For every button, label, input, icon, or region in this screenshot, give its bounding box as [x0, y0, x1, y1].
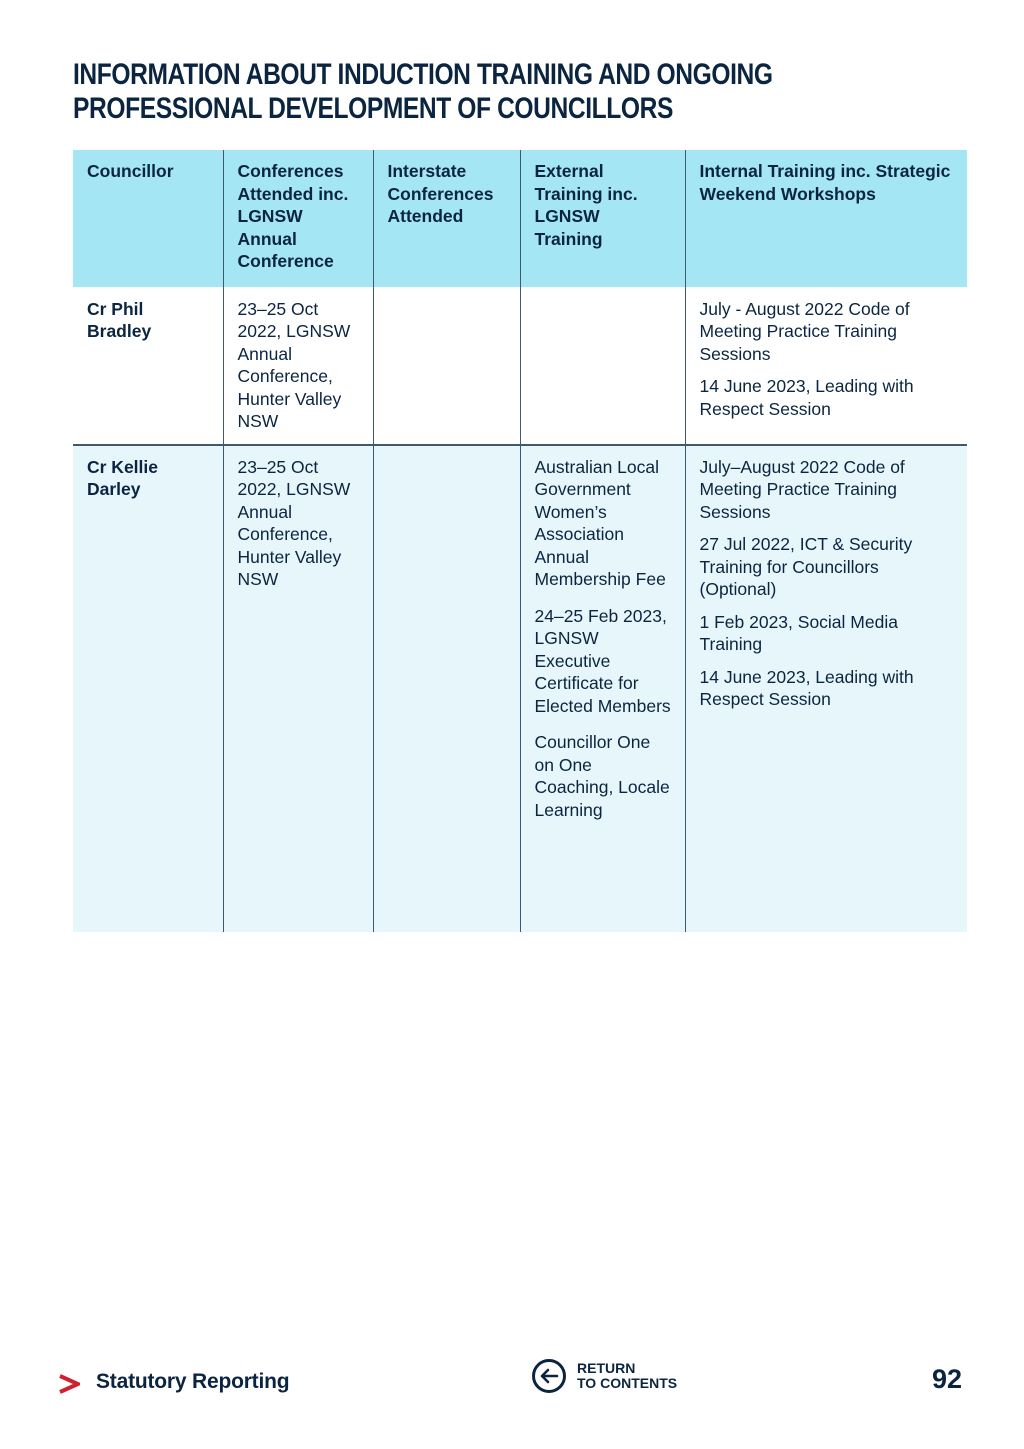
internal-cell: [685, 445, 967, 932]
page-number: 92: [932, 1364, 963, 1394]
external-cell: [520, 287, 685, 445]
table-row: [73, 287, 967, 445]
internal-entry: 14 June 2023, Leading with Respect Session: [699, 376, 914, 419]
internal-cell: [685, 287, 967, 445]
chevron-right-icon: [58, 1372, 80, 1398]
internal-entry: July - August 2022 Code of Meeting Practice Training Sessions: [699, 298, 910, 364]
interstate-cell: [373, 445, 520, 932]
page-title-line1: INFORMATION ABOUT INDUCTION TRAINING AND ONGOING: [73, 58, 773, 91]
internal-entry: 1 Feb 2023, Social Media Training: [699, 611, 898, 654]
header-councillor: Councillor: [73, 150, 223, 287]
councillor-name: Cr Phil Bradley: [73, 287, 223, 445]
conferences-cell: 23–25 Oct 2022, LGNSW Annual Conference, Hunter Valley NSW: [223, 287, 373, 445]
header-interstate: Interstate Conferences Attended: [373, 150, 520, 287]
return-label: [577, 1361, 677, 1391]
return-label-line2: TO CONTENTS: [577, 1375, 678, 1391]
external-entry: Councillor One on One Coaching, Locale Learning: [534, 732, 670, 820]
arrow-left-circle-icon: [532, 1359, 566, 1393]
internal-entry: July–August 2022 Code of Meeting Practice Training Sessions: [699, 456, 905, 522]
internal-entry: 14 June 2023, Leading with Respect Session: [699, 666, 914, 709]
section-name: Statutory Reporting: [96, 1370, 290, 1393]
external-entry: 24–25 Feb 2023, LGNSW Executive Certificate for Elected Members: [534, 605, 671, 716]
conferences-cell: 23–25 Oct 2022, LGNSW Annual Conference, Hunter Valley NSW: [223, 445, 373, 932]
header-external: External Training inc. LGNSW Training: [520, 150, 685, 287]
return-to-contents-link[interactable]: [532, 1359, 677, 1393]
councillor-training-table: [73, 150, 967, 932]
councillor-name: Cr Kellie Darley: [73, 445, 223, 932]
table-row: [73, 445, 967, 932]
page-title-line2: PROFESSIONAL DEVELOPMENT OF COUNCILLORS: [73, 92, 673, 125]
header-internal: Internal Training inc. Strategic Weekend Workshops: [685, 150, 967, 287]
external-entry: Australian Local Government Women’s Association Annual Membership Fee: [534, 456, 666, 589]
internal-entry: 27 Jul 2022, ICT & Security Training for Councillors (Optional): [699, 534, 913, 599]
table-header-row: [73, 150, 967, 287]
interstate-cell: [373, 287, 520, 445]
return-label-line1: RETURN: [577, 1360, 636, 1376]
header-conferences: Conferences Attended inc. LGNSW Annual Conference: [223, 150, 373, 287]
external-cell: [520, 445, 685, 932]
page-title: [73, 58, 893, 126]
